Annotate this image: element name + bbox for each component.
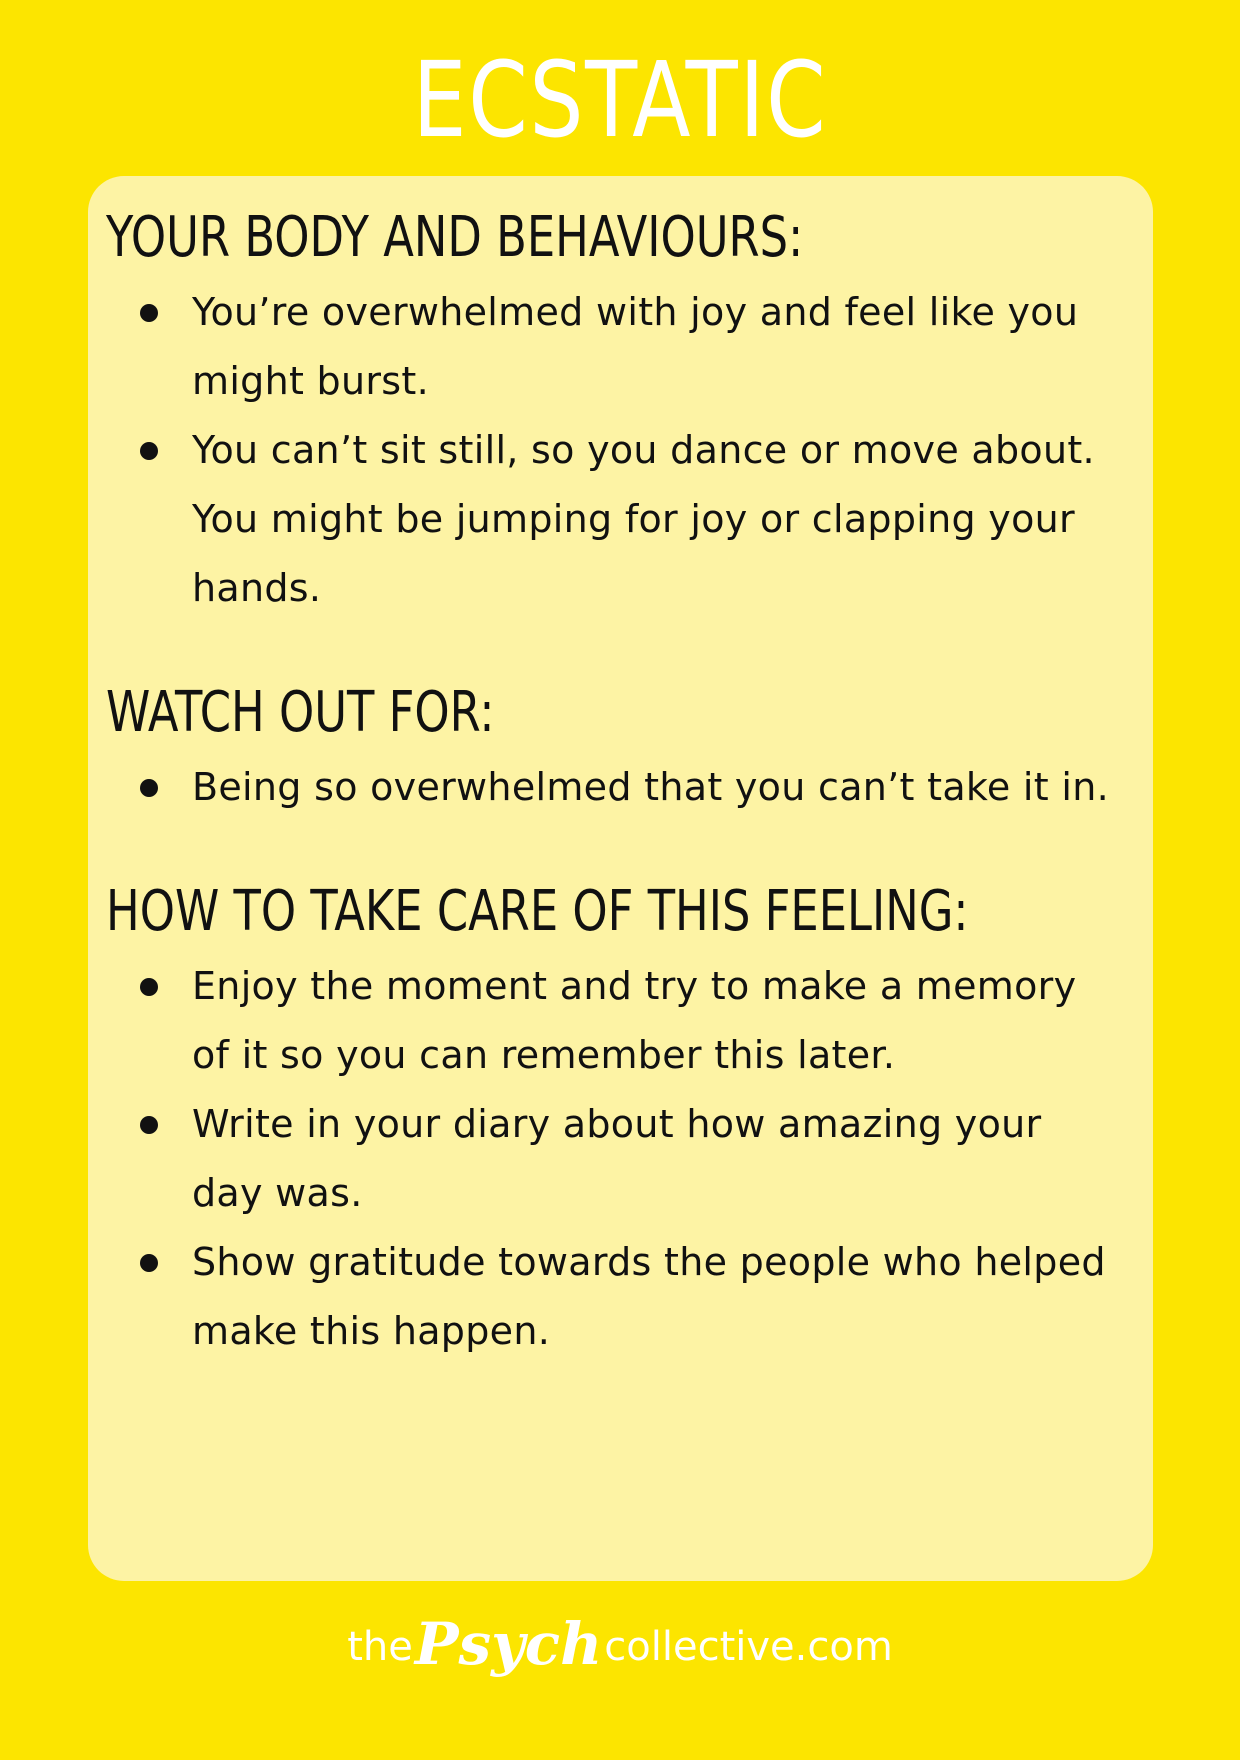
bullet-text: You can’t sit still, so you dance or move about. You might be jumping for joy or clapping your hands. — [192, 428, 1095, 610]
section-heading: YOUR BODY AND BEHAVIOURS: — [106, 205, 804, 270]
bullet-list — [106, 952, 1123, 1366]
bullet-dot-icon — [140, 1254, 158, 1272]
footer-brand-logo: Psych — [414, 1610, 603, 1678]
bullet-item — [106, 1228, 1123, 1366]
bullet-dot-icon — [140, 304, 158, 322]
bullet-item — [106, 1090, 1123, 1228]
section-watch-out — [106, 679, 1123, 822]
footer-brand — [0, 1610, 1240, 1678]
bullet-item — [106, 416, 1123, 623]
section-take-care — [106, 878, 1123, 1366]
bullet-list — [106, 278, 1123, 623]
bullet-item — [106, 278, 1123, 416]
bullet-dot-icon — [140, 978, 158, 996]
bullet-dot-icon — [140, 779, 158, 797]
bullet-text: Being so overwhelmed that you can’t take it in. — [192, 765, 1109, 809]
section-body-behaviours — [106, 204, 1123, 623]
footer-suffix: collective.com — [604, 1624, 893, 1670]
footer-prefix: the — [347, 1624, 413, 1670]
bullet-dot-icon — [140, 442, 158, 460]
bullet-text: Write in your diary about how amazing your day was. — [192, 1102, 1042, 1215]
bullet-dot-icon — [140, 1116, 158, 1134]
bullet-list — [106, 753, 1123, 822]
bullet-text: Show gratitude towards the people who helped make this happen. — [192, 1240, 1106, 1353]
section-heading: HOW TO TAKE CARE OF THIS FEELING: — [106, 879, 969, 944]
bullet-text: You’re overwhelmed with joy and feel like you might burst. — [192, 290, 1079, 403]
bullet-text: Enjoy the moment and try to make a memory of it so you can remember this later. — [192, 964, 1077, 1077]
section-heading: WATCH OUT FOR: — [106, 680, 495, 745]
bullet-item — [106, 952, 1123, 1090]
bullet-item — [106, 753, 1123, 822]
content-card — [88, 176, 1153, 1581]
page-title: ECSTATIC — [412, 39, 828, 161]
